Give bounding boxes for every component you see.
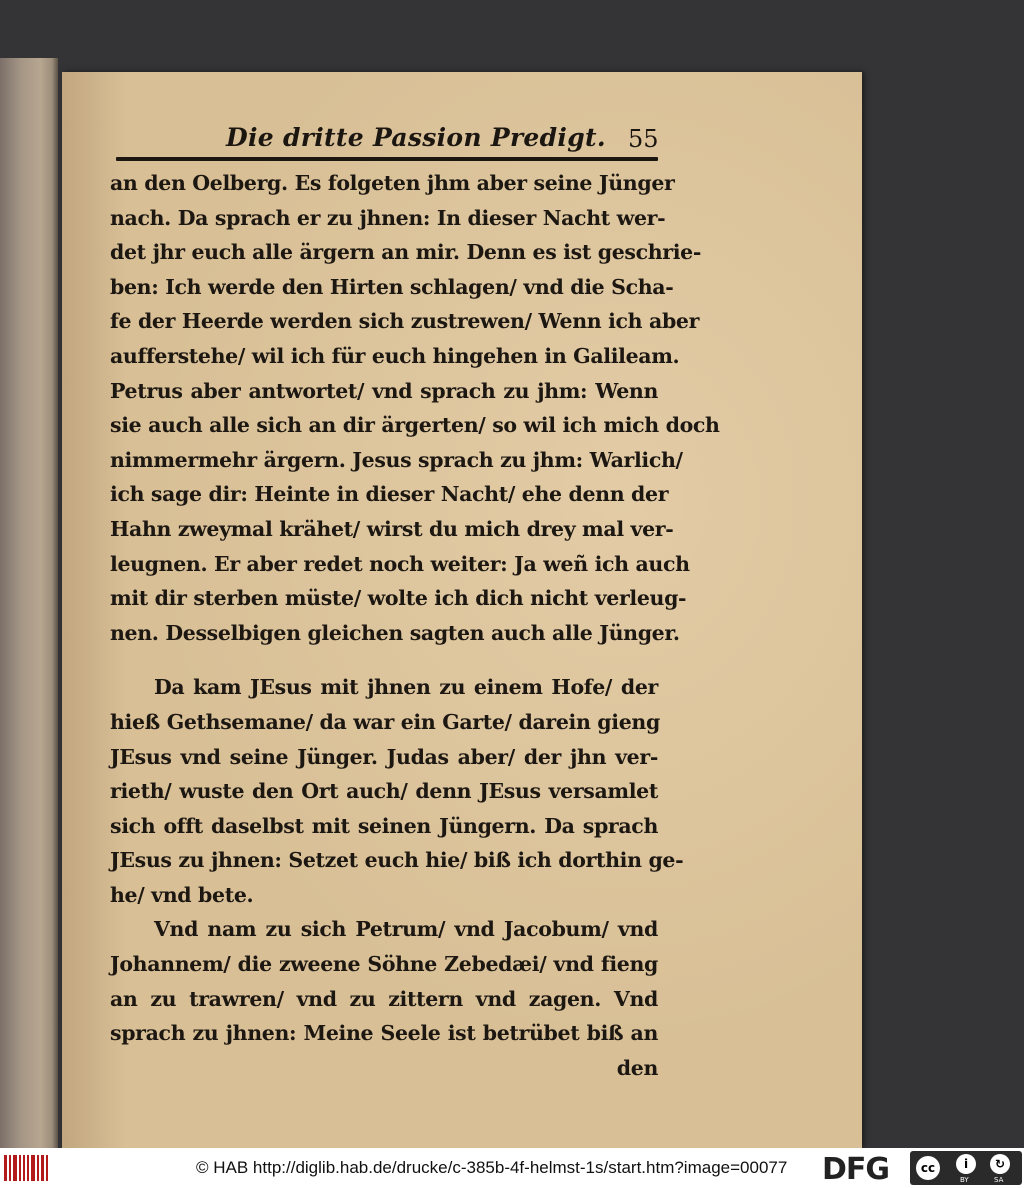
cc-icon: cc	[916, 1156, 940, 1180]
text-line: leugnen. Er aber redet noch weiter: Ja weñ ich auch	[110, 551, 690, 576]
paragraph-2	[110, 670, 684, 912]
library-barcode-icon	[4, 1155, 48, 1181]
text-line: he/ vnd bete.	[110, 882, 254, 907]
text-line: mit dir sterben müste/ wolte ich dich nicht verleug-	[110, 586, 687, 611]
text-line: sich offt daselbst mit seinen Jüngern. Da sprach	[110, 813, 658, 838]
text-line: sprach zu jhnen: Meine Seele ist betrübet biß an	[110, 1021, 658, 1046]
sa-label: SA	[994, 1176, 1004, 1184]
citation-link[interactable]: © HAB http://diglib.hab.de/drucke/c-385b-4f-helmst-1s/start.htm?image=00077	[196, 1158, 788, 1177]
text-line: an den Oelberg. Es folgeten jhm aber seine Jünger	[110, 171, 675, 195]
text-line: aufferstehe/ wil ich für euch hingehen in Galileam.	[110, 343, 680, 368]
cc-license-badge[interactable]	[910, 1151, 1022, 1185]
text-line: Vnd nam zu sich Petrum/ vnd Jacobum/ vnd	[154, 917, 658, 942]
previous-page-edge	[0, 58, 58, 1148]
text-line: rieth/ wuste den Ort auch/ denn JEsus versamlet	[110, 779, 658, 804]
text-line: Hahn zweymal krähet/ wirst du mich drey mal ver-	[110, 516, 674, 541]
text-line: nimmermehr ärgern. Jesus sprach zu jhm: Warlich/	[110, 447, 683, 472]
text-line: JEsus zu jhnen: Setzet euch hie/ biß ich dorthin ge-	[110, 848, 684, 873]
sa-icon: ↻	[990, 1154, 1010, 1174]
by-icon: i	[956, 1154, 976, 1174]
text-line: nach. Da sprach er zu jhnen: In dieser Nacht wer-	[110, 205, 666, 230]
text-line: ich sage dir: Heinte in dieser Nacht/ ehe denn der	[110, 482, 669, 507]
page-number: 55	[628, 125, 659, 153]
text-line: ben: Ich werde den Hirten schlagen/ vnd die Scha-	[110, 274, 674, 299]
text-line: Johannem/ die zweene Söhne Zebedæi/ vnd fieng	[110, 952, 658, 977]
text-line: sie auch alle sich an dir ärgerten/ so wil ich mich doch	[110, 413, 720, 438]
footer-bar	[0, 1148, 1024, 1188]
text-line: an zu trawren/ vnd zu zittern vnd zagen. Vnd	[110, 986, 658, 1011]
paragraph-3	[110, 912, 658, 1050]
dfg-logo: DFG	[822, 1152, 890, 1187]
text-line: JEsus vnd seine Jünger. Judas aber/ der jhn ver-	[110, 744, 658, 769]
text-line: hieß Gethsemane/ da war ein Garte/ darein gieng	[110, 709, 660, 734]
text-line: Da kam JEsus mit jhnen zu einem Hofe/ der	[154, 675, 658, 700]
catchword: den	[616, 1055, 658, 1080]
text-line: det jhr euch alle ärgern an mir. Denn es ist geschrie-	[110, 240, 702, 265]
by-label: BY	[960, 1176, 969, 1184]
text-line: fe der Heerde werden sich zustrewen/ Wenn ich aber	[110, 309, 700, 334]
body-text	[110, 166, 720, 1085]
header-rule	[116, 157, 658, 161]
running-head: Die dritte Passion Predigt.	[226, 123, 606, 152]
paragraph-1	[110, 166, 720, 650]
text-line: nen. Desselbigen gleichen sagten auch alle Jünger.	[110, 620, 680, 645]
text-line: Petrus aber antwortet/ vnd sprach zu jhm: Wenn	[110, 378, 658, 403]
